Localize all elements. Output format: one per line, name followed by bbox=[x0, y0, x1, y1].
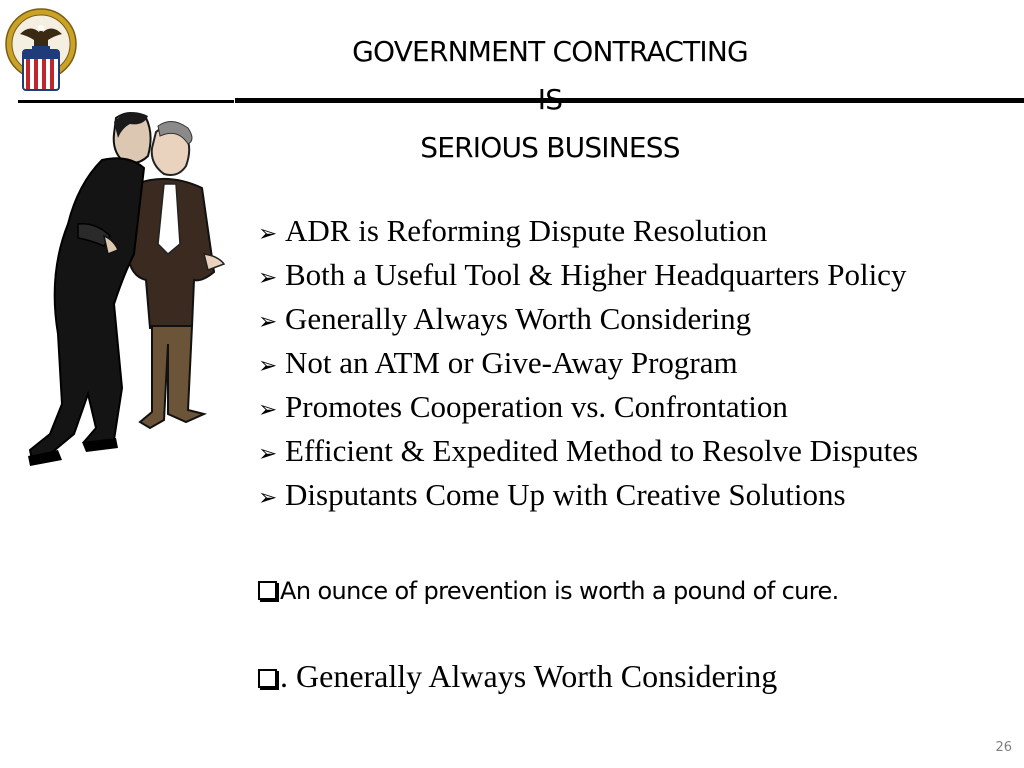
list-item bbox=[258, 342, 998, 386]
list-item bbox=[258, 298, 998, 342]
bullet-text: Efficient & Expedited Method to Resolve Disputes bbox=[285, 433, 919, 468]
bullet-text: Not an ATM or Give-Away Program bbox=[285, 345, 738, 380]
list-item bbox=[258, 254, 998, 298]
note-considering bbox=[258, 658, 777, 695]
list-item bbox=[258, 430, 998, 474]
list-item bbox=[258, 210, 998, 254]
checkbox-bullet-icon bbox=[258, 669, 277, 688]
two-men-conferring-illustration bbox=[18, 104, 234, 484]
arrow-bullet-icon: ➢ bbox=[258, 441, 278, 466]
note-prevention bbox=[258, 577, 839, 605]
slide-title bbox=[280, 28, 820, 172]
bullet-text: Generally Always Worth Considering bbox=[285, 301, 752, 336]
agency-seal-icon bbox=[4, 4, 78, 92]
arrow-bullet-icon: ➢ bbox=[258, 309, 278, 334]
header-rule-left bbox=[18, 100, 234, 103]
bullet-list bbox=[258, 210, 998, 518]
bullet-text: ADR is Reforming Dispute Resolution bbox=[285, 213, 768, 248]
checkbox-bullet-icon bbox=[258, 581, 277, 600]
bullet-text: Disputants Come Up with Creative Solutions bbox=[285, 477, 846, 512]
bullet-text: Both a Useful Tool & Higher Headquarters Policy bbox=[285, 257, 907, 292]
title-line-3: SERIOUS BUSINESS bbox=[420, 131, 680, 164]
arrow-bullet-icon: ➢ bbox=[258, 265, 278, 290]
list-item bbox=[258, 386, 998, 430]
list-item bbox=[258, 474, 998, 518]
note-text: . Generally Always Worth Considering bbox=[280, 658, 778, 694]
arrow-bullet-icon: ➢ bbox=[258, 221, 278, 246]
note-text: An ounce of prevention is worth a pound of cure. bbox=[280, 577, 839, 605]
bullet-text: Promotes Cooperation vs. Confrontation bbox=[285, 389, 788, 424]
page-number: 26 bbox=[995, 740, 1012, 755]
title-line-2: IS bbox=[537, 83, 563, 116]
arrow-bullet-icon: ➢ bbox=[258, 353, 278, 378]
arrow-bullet-icon: ➢ bbox=[258, 397, 278, 422]
arrow-bullet-icon: ➢ bbox=[258, 485, 278, 510]
title-line-1: GOVERNMENT CONTRACTING bbox=[352, 35, 748, 68]
